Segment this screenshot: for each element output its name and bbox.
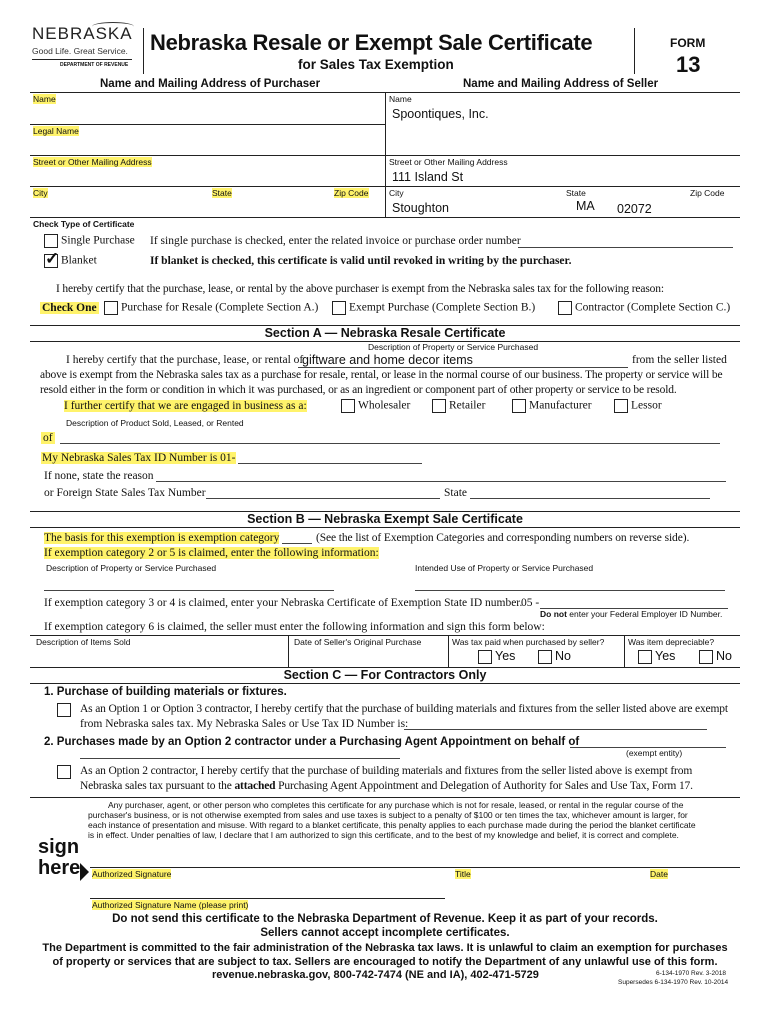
basis-label: The basis for this exemption is exemption category [44, 532, 280, 544]
seller-city-label: City [389, 188, 404, 198]
engaged-in-business-label: I further certify that we are engaged in business as a: [64, 400, 307, 412]
section-a-line2: above is exempt from the Nebraska sales tax as a purchase for resale, rental, or lease in the normal course of our business. The property or service will be [40, 369, 723, 381]
b-intended-caption: Intended Use of Property or Service Purchased [415, 563, 594, 573]
date-label: Date [650, 869, 668, 879]
contractor-tax-id-field[interactable] [404, 729, 707, 730]
single-purchase-option[interactable] [44, 234, 135, 248]
product-description-field[interactable] [60, 443, 720, 444]
item2-line2-pre: Nebraska sales tax pursuant to the [80, 780, 232, 792]
depreciable-yes[interactable] [638, 649, 675, 664]
exempt-entity-caption: (exempt entity) [626, 748, 683, 758]
cat6-col-divider [288, 635, 289, 667]
option2-checkbox[interactable] [57, 765, 71, 779]
depreciable-no-label: No [716, 649, 732, 663]
lessor-checkbox[interactable] [614, 399, 628, 413]
page-title: Nebraska Resale or Exempt Sale Certificate [150, 30, 593, 55]
seller-name-value[interactable]: Spoontiques, Inc. [392, 107, 489, 121]
notice-incomplete: Sellers cannot accept incomplete certificates. [260, 927, 510, 939]
col-date-purchase: Date of Seller's Original Purchase [294, 637, 422, 647]
supersedes: Supersedes 6-134-1970 Rev. 10-2014 [618, 979, 729, 986]
depreciable-yes-checkbox[interactable] [638, 650, 652, 664]
manufacturer-label: Manufacturer [529, 399, 592, 412]
category-3-4-label: If exemption category 3 or 4 is claimed, enter your Nebraska Certificate of Exemption State ID number. [44, 597, 523, 609]
seller-street-label: Street or Other Mailing Address [389, 157, 508, 167]
depreciable-no[interactable] [699, 649, 732, 664]
logo-tagline: Good Life. Great Service. [32, 46, 128, 56]
option1-checkbox[interactable] [57, 703, 71, 717]
b-desc-field[interactable] [44, 590, 334, 591]
item2-line2 [80, 780, 693, 792]
lessor-option[interactable] [614, 399, 662, 413]
section-a-line3: resold either in the form or condition in which it was purchased, or as an ingredient or component part of other property or service to be resold. [40, 384, 677, 396]
purchaser-heading: Name and Mailing Address of Purchaser [100, 78, 321, 90]
foreign-tax-label: or Foreign State Sales Tax Number [44, 487, 206, 499]
authorized-name-field[interactable] [90, 880, 445, 898]
penalty-line4: is in effect. Under penalties of law, I declare that I am authorized to sign this certificate, and to the best of my knowledge and belief, it is correct and complete. [88, 830, 679, 840]
item1-heading: 1. Purchase of building materials or fixtures. [44, 686, 287, 698]
seller-state-label: State [566, 188, 586, 198]
page-subtitle: for Sales Tax Exemption [298, 57, 454, 72]
rule [30, 635, 740, 636]
resale-description-value[interactable]: giftware and home decor items [302, 353, 473, 367]
contact-line: revenue.nebraska.gov, 800-742-7474 (NE and IA), 402-471-5729 [212, 969, 539, 981]
invoice-number-field[interactable] [518, 247, 733, 248]
retailer-option[interactable] [432, 399, 485, 413]
blanket-text: If blanket is checked, this certificate is valid until revoked in writing by the purchaser. [150, 255, 572, 267]
tax-paid-no-label: No [555, 649, 571, 663]
resale-label: Purchase for Resale (Complete Section A.) [121, 301, 319, 314]
col-tax-paid: Was tax paid when purchased by seller? [452, 637, 605, 647]
title-field[interactable] [452, 846, 642, 866]
form-number: 13 [676, 52, 701, 77]
header-divider-right [634, 28, 635, 74]
certify-text: I hereby certify that the purchase, lease, or rental by the above purchaser is exempt from the Nebraska sales tax for the following reason: [56, 283, 664, 295]
authorized-signature-label: Authorized Signature [92, 869, 172, 879]
notice-unlawful: of property or services that are subject to tax. Sellers are encouraged to notify the Department of any unlawful use of this form. [52, 956, 718, 968]
section-a-line1-post: from the seller listed [632, 354, 727, 366]
logo-swoosh [92, 22, 134, 31]
basis-note: (See the list of Exemption Categories and corresponding numbers on reverse side). [316, 532, 690, 544]
section-a-heading: Section A — Nebraska Resale Certificate [264, 326, 506, 340]
resale-option[interactable] [104, 301, 318, 315]
manufacturer-checkbox[interactable] [512, 399, 526, 413]
exempt-option[interactable] [332, 301, 535, 315]
exempt-checkbox[interactable] [332, 301, 346, 315]
foreign-tax-field[interactable] [206, 498, 440, 499]
form-id: 6-134-1970 Rev. 3-2018 [656, 970, 726, 977]
retailer-label: Retailer [449, 399, 486, 412]
item1-line1: As an Option 1 or Option 3 contractor, I hereby certify that the purchase of building materials and fixtures from the seller listed above are exempt [80, 703, 728, 715]
item2-line1: As an Option 2 contractor, I hereby certify that the purchase of building materials and fixtures from the seller listed above is exempt from [80, 765, 693, 777]
cat6-col-divider [448, 635, 449, 667]
tax-paid-no[interactable] [538, 649, 571, 664]
contractor-label: Contractor (Complete Section C.) [575, 301, 731, 314]
authorized-name-label: Authorized Signature Name (please print) [92, 900, 249, 910]
rule [30, 217, 740, 218]
section-a-line1-pre: I hereby certify that the purchase, lease, or rental of [66, 354, 304, 366]
section-a-desc-caption: Description of Property or Service Purchased [368, 342, 539, 352]
title-label: Title [455, 869, 471, 879]
seller-zip-value[interactable]: 02072 [617, 202, 652, 216]
penalty-line3: each instance of presentation and misuse. With regard to a blanket certificate, this penalty applies to each purchase made during the period the blanket certificate [88, 820, 696, 830]
single-purchase-label: Single Purchase [61, 234, 135, 247]
item1-line2: from Nebraska sales tax. My Nebraska Sales or Use Tax ID Number is: [80, 718, 409, 730]
seller-state-value[interactable]: MA [576, 199, 595, 213]
if-none-label: If none, state the reason [44, 470, 154, 482]
rule [90, 898, 445, 899]
rule [90, 867, 740, 868]
contractor-checkbox[interactable] [558, 301, 572, 315]
rule [30, 797, 740, 798]
signature-field[interactable] [90, 846, 445, 866]
seller-city-value[interactable]: Stoughton [392, 201, 449, 215]
item2-heading: 2. Purchases made by an Option 2 contractor under a Purchasing Agent Appointment on behalf of [44, 736, 580, 748]
resale-description-line [298, 367, 628, 368]
foreign-state-label: State [444, 487, 467, 499]
legal-name-field[interactable] [33, 136, 381, 154]
check-one-label: Check One [42, 302, 97, 314]
tax-id-field[interactable] [238, 463, 422, 464]
section-c-heading: Section C — For Contractors Only [283, 668, 487, 682]
lessor-label: Lessor [631, 399, 662, 412]
logo-divider [32, 59, 132, 60]
category-6-label: If exemption category 6 is claimed, the seller must enter the following information and sign this form below: [44, 621, 545, 633]
wholesaler-option[interactable] [341, 399, 410, 413]
rule [30, 527, 740, 528]
arrow-icon [80, 863, 89, 881]
rule [30, 124, 385, 125]
category-3-4-prefix: 05 - [521, 597, 540, 609]
here-label: here [38, 857, 81, 879]
single-purchase-text: If single purchase is checked, enter the related invoice or purchase order number [150, 235, 521, 247]
purchaser-zip-label: Zip Code [334, 188, 369, 198]
tax-paid-no-checkbox[interactable] [538, 650, 552, 664]
seller-zip-label: Zip Code [690, 188, 725, 198]
legal-name-label: Legal Name [33, 126, 79, 136]
sign-label: sign [38, 836, 80, 858]
check-icon: ✓ [45, 249, 60, 268]
rule [30, 683, 740, 684]
retailer-checkbox[interactable] [432, 399, 446, 413]
exemption-category-field[interactable] [282, 543, 312, 544]
purchaser-name-label: Name [33, 94, 56, 104]
purchaser-street-field[interactable] [33, 167, 381, 185]
item2-line2-bold: attached [234, 780, 276, 792]
depreciable-yes-label: Yes [655, 649, 676, 663]
section-b-heading: Section B — Nebraska Exempt Sale Certificate [247, 512, 523, 526]
exempt-label: Exempt Purchase (Complete Section B.) [349, 301, 536, 314]
b-desc-caption: Description of Property or Service Purchased [46, 563, 217, 573]
depreciable-no-checkbox[interactable] [699, 650, 713, 664]
no-fein-bold: Do not [540, 609, 567, 619]
contractor-option[interactable] [558, 301, 730, 315]
foreign-state-field[interactable] [470, 498, 710, 499]
tax-id-label: My Nebraska Sales Tax ID Number is 01- [42, 452, 236, 464]
penalty-line2: purchaser's business, or is not otherwise exempted from sales and use taxes is subject to a penalty of $100 or ten times the tax, whichever amount is larger, for [88, 810, 688, 820]
date-field[interactable] [648, 846, 740, 866]
cat6-col-divider [624, 635, 625, 667]
category-2-5-label: If exemption category 2 or 5 is claimed, enter the following information: [44, 547, 379, 559]
item2-line2-post: Purchasing Agent Appointment and Delegation of Authority for Sales and Use Tax, Form 17. [278, 780, 693, 792]
product-caption: Description of Product Sold, Leased, or Rented [66, 418, 244, 428]
no-fein-rest: enter your Federal Employer ID Number. [569, 609, 723, 619]
header-divider-left [143, 28, 144, 74]
seller-heading: Name and Mailing Address of Seller [463, 78, 659, 90]
if-none-reason-field[interactable] [156, 481, 726, 482]
penalty-line1: Any purchaser, agent, or other person who completes this certificate for any purchase which is not for resale, leased, or rental in the regular course of the [108, 800, 684, 810]
exempt-entity-field-2[interactable] [80, 758, 400, 759]
tax-paid-yes[interactable] [478, 649, 515, 664]
wholesaler-label: Wholesaler [358, 399, 411, 412]
no-fein-note [540, 609, 722, 619]
notice-fair-admin: The Department is committed to the fair administration of the Nebraska tax laws. It is unlawful to claim an exemption for purchases [42, 942, 728, 954]
seller-street-value[interactable]: 111 Island St [392, 170, 464, 184]
certificate-type-heading: Check Type of Certificate [33, 219, 135, 229]
single-purchase-checkbox[interactable] [44, 234, 58, 248]
resale-checkbox[interactable] [104, 301, 118, 315]
blanket-option[interactable] [44, 249, 97, 268]
notice-do-not-send: Do not send this certificate to the Nebraska Department of Revenue. Keep it as part of your records. [112, 913, 658, 925]
rule [30, 155, 740, 156]
purchaser-name-field[interactable] [33, 104, 381, 122]
purchaser-city-label: City [33, 188, 48, 198]
blanket-label: Blanket [61, 254, 97, 267]
b-intended-field[interactable] [415, 590, 725, 591]
wholesaler-checkbox[interactable] [341, 399, 355, 413]
manufacturer-option[interactable] [512, 399, 592, 413]
rule [30, 186, 740, 187]
purchaser-street-label: Street or Other Mailing Address [33, 157, 152, 167]
blanket-checkbox[interactable] [44, 249, 60, 268]
logo-brand: NEBRASKA [32, 24, 133, 43]
col-desc-items: Description of Items Sold [36, 637, 131, 647]
col-depreciable: Was item depreciable? [628, 637, 715, 647]
of-label: of [43, 432, 53, 444]
purchaser-state-label: State [212, 188, 232, 198]
form-label: FORM [670, 36, 706, 50]
seller-name-label: Name [389, 94, 412, 104]
logo [30, 24, 142, 76]
logo-dept: DEPARTMENT OF REVENUE [60, 62, 129, 68]
tax-paid-yes-checkbox[interactable] [478, 650, 492, 664]
tax-paid-yes-label: Yes [495, 649, 516, 663]
